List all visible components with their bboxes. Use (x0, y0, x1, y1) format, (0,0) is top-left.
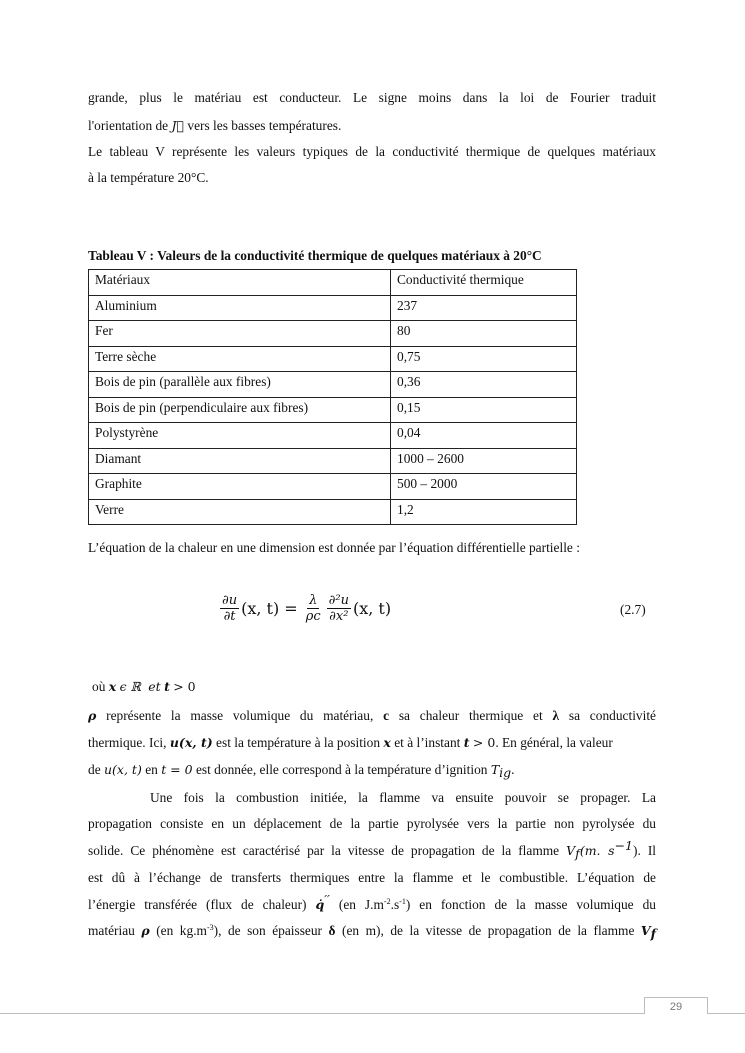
conductivity-cell: 237 (391, 295, 577, 321)
material-cell: Polystyrène (89, 423, 391, 449)
conductivity-cell: 1,2 (391, 499, 577, 525)
equation-args: (x, t) = (241, 598, 298, 618)
table-row (89, 448, 577, 474)
conductivity-cell: 1000 – 2600 (391, 448, 577, 474)
table-header-material: Matériaux (89, 270, 391, 296)
table-row (89, 423, 577, 449)
lhs-fraction: $\frac{\partial u}{\partial t}$ (222, 592, 238, 624)
material-cell: Aluminium (89, 295, 391, 321)
conductivity-cell: 80 (391, 321, 577, 347)
conductivity-table (88, 269, 577, 525)
flux-vector-symbol: J⃗ (171, 118, 185, 133)
material-cell: Bois de pin (perpendiculaire aux fibres) (89, 397, 391, 423)
para2-line-6: matériau ρ (en $kg.m^{-3}$), de son épaisseur δ (en m), de la vitesse de propagation de la flamme $V_f$ (88, 923, 657, 941)
para2-line-4: est dû à l’échange de transferts thermiques entre la flamme et le combustible. L’équation de (88, 870, 656, 885)
conductivity-cell: 0,04 (391, 423, 577, 449)
table-header-row (89, 270, 577, 296)
table-header-conductivity: Conductivité thermique (391, 270, 577, 296)
table-row (89, 397, 577, 423)
para1-line-1: ρ représente la masse volumique du matériau, c sa chaleur thermique et λ sa conductivité (88, 708, 656, 723)
para2-line-2: propagation consiste en un déplacement de la partie pyrolysée vers la partie non pyrolysée du (88, 816, 656, 831)
rhs-second-derivative: $\frac{\text{∂²u}}{\text{∂x²}}$ (328, 592, 349, 624)
equation-intro: L’équation de la chaleur en une dimension est donnée par l’équation différentielle partielle : (88, 540, 580, 555)
material-cell: Fer (89, 321, 391, 347)
conductivity-cell: 500 – 2000 (391, 474, 577, 500)
table-row (89, 499, 577, 525)
intro-line-2 (88, 118, 656, 134)
table-row (89, 372, 577, 398)
para2-line-1: Une fois la combustion initiée, la flamme va ensuite pouvoir se propager. La (150, 790, 656, 805)
material-cell: Graphite (89, 474, 391, 500)
table-row (89, 295, 577, 321)
equation-number: (2.7) (620, 602, 646, 617)
material-cell: Diamant (89, 448, 391, 474)
intro-line-1: grande, plus le matériau est conducteur. Le signe moins dans la loi de Fourier traduit (88, 90, 656, 105)
table-row (89, 321, 577, 347)
rhs-coefficient: $\frac{\lambda}{\rho c}$ (305, 592, 321, 624)
table-row (89, 474, 577, 500)
para2-line-5: l’énergie transférée (flux de chaleur) q̇′′ (en $J.m^{-2}.s^{-1}$) en fonction de la masse volumique du (88, 892, 656, 912)
material-cell: Verre (89, 499, 391, 525)
conductivity-cell: 0,75 (391, 346, 577, 372)
equation-args-2: (x, t) (352, 598, 392, 618)
domain-line: où x ϵ ℝ et t > 0 (92, 679, 196, 694)
table-caption: Tableau V : Valeurs de la conductivité thermique de quelques matériaux à 20°C (88, 248, 542, 263)
page-number: 29 (644, 997, 708, 1014)
conductivity-cell: 0,36 (391, 372, 577, 398)
footer-rule (0, 1013, 745, 1014)
intro-line-4: à la température 20°C. (88, 170, 209, 185)
para2-line-3: solide. Ce phénomène est caractérisé par la vitesse de propagation de la flamme $V_f(m$. $s^{-1}$). Il (88, 838, 656, 861)
para1-line-3: de u(x, t) en t = 0 est donnée, elle correspond à la température d’ignition $T_{ig}$. (88, 762, 515, 780)
material-cell: Bois de pin (parallèle aux fibres) (89, 372, 391, 398)
heat-equation (218, 588, 391, 628)
intro-line-2-text: l'orientation de (88, 118, 169, 133)
material-cell: Terre sèche (89, 346, 391, 372)
intro-line-3: Le tableau V représente les valeurs typiques de la conductivité thermique de quelques matériaux (88, 144, 656, 159)
table-row (89, 346, 577, 372)
conductivity-cell: 0,15 (391, 397, 577, 423)
para1-line-2: thermique. Ici, u(x, t) est la température à la position x et à l’instant t > 0. En général, la valeur (88, 735, 613, 750)
intro-line-2-end: vers les basses températures. (187, 118, 342, 133)
